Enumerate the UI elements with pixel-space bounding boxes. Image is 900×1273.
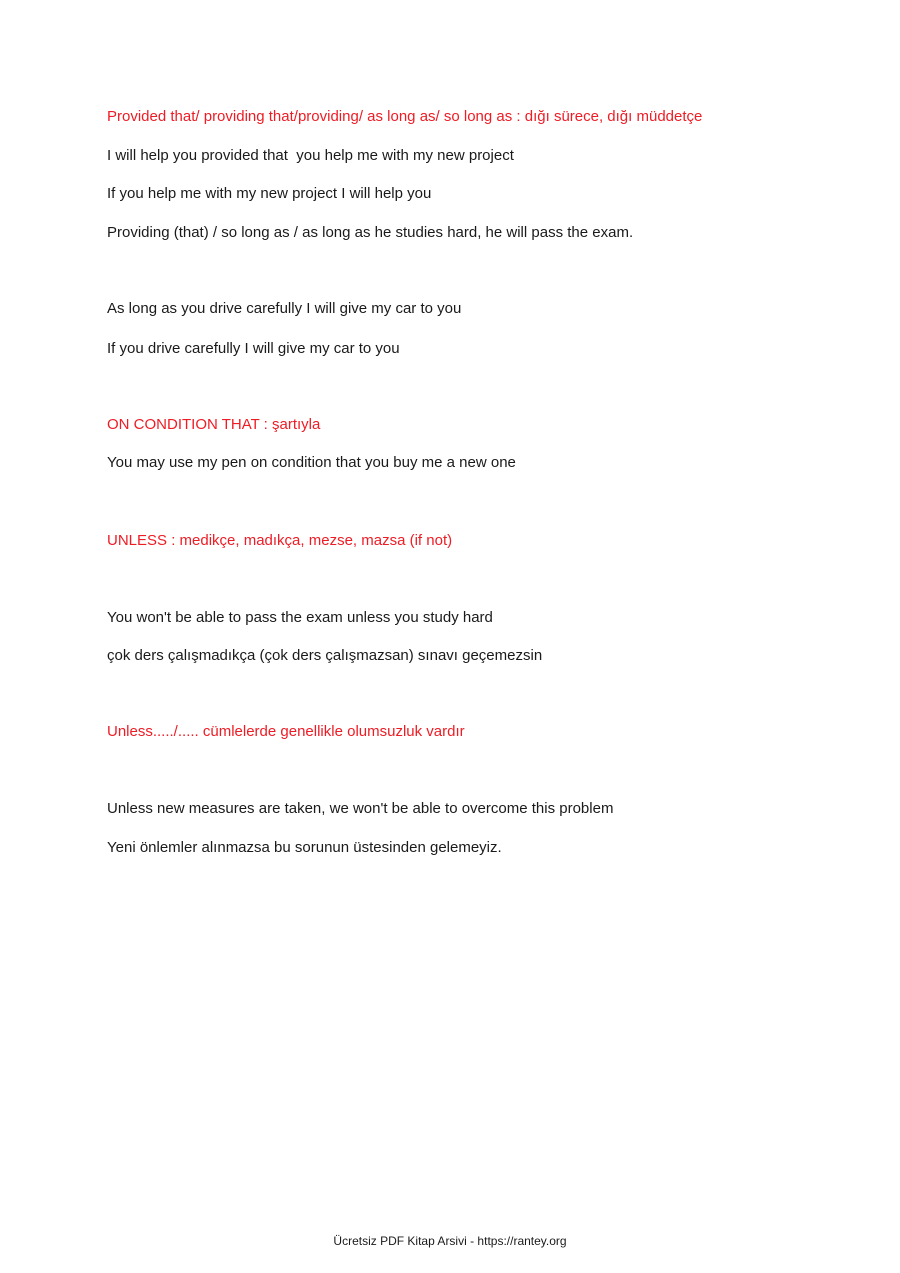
example-sentence: You won't be able to pass the exam unless you study hard <box>107 609 493 626</box>
heading-provided-that: Provided that/ providing that/providing/ as long as/ so long as : dığı sürece, dığı müddetçe <box>107 108 703 125</box>
page-footer: Ücretsiz PDF Kitap Arsivi - https://rantey.org <box>333 1234 567 1248</box>
heading-unless: UNLESS : medikçe, madıkça, mezse, mazsa (if not) <box>107 532 453 549</box>
example-sentence: Yeni önlemler alınmazsa bu sorunun üstesinden gelemeyiz. <box>107 839 502 856</box>
heading-unless-note: Unless...../..... cümlelerde genellikle olumsuzluk vardır <box>107 723 465 740</box>
example-sentence: Unless new measures are taken, we won't be able to overcome this problem <box>107 800 614 817</box>
example-sentence: I will help you provided that you help me with my new project <box>107 147 514 164</box>
example-sentence: As long as you drive carefully I will give my car to you <box>107 300 462 317</box>
example-sentence: If you help me with my new project I will help you <box>107 185 432 202</box>
example-sentence: You may use my pen on condition that you buy me a new one <box>107 454 516 471</box>
example-sentence: Providing (that) / so long as / as long as he studies hard, he will pass the exam. <box>107 224 634 241</box>
example-sentence: çok ders çalışmadıkça (çok ders çalışmazsan) sınavı geçemezsin <box>107 647 543 664</box>
example-sentence: If you drive carefully I will give my car to you <box>107 340 400 357</box>
heading-on-condition-that: ON CONDITION THAT : şartıyla <box>107 416 321 433</box>
